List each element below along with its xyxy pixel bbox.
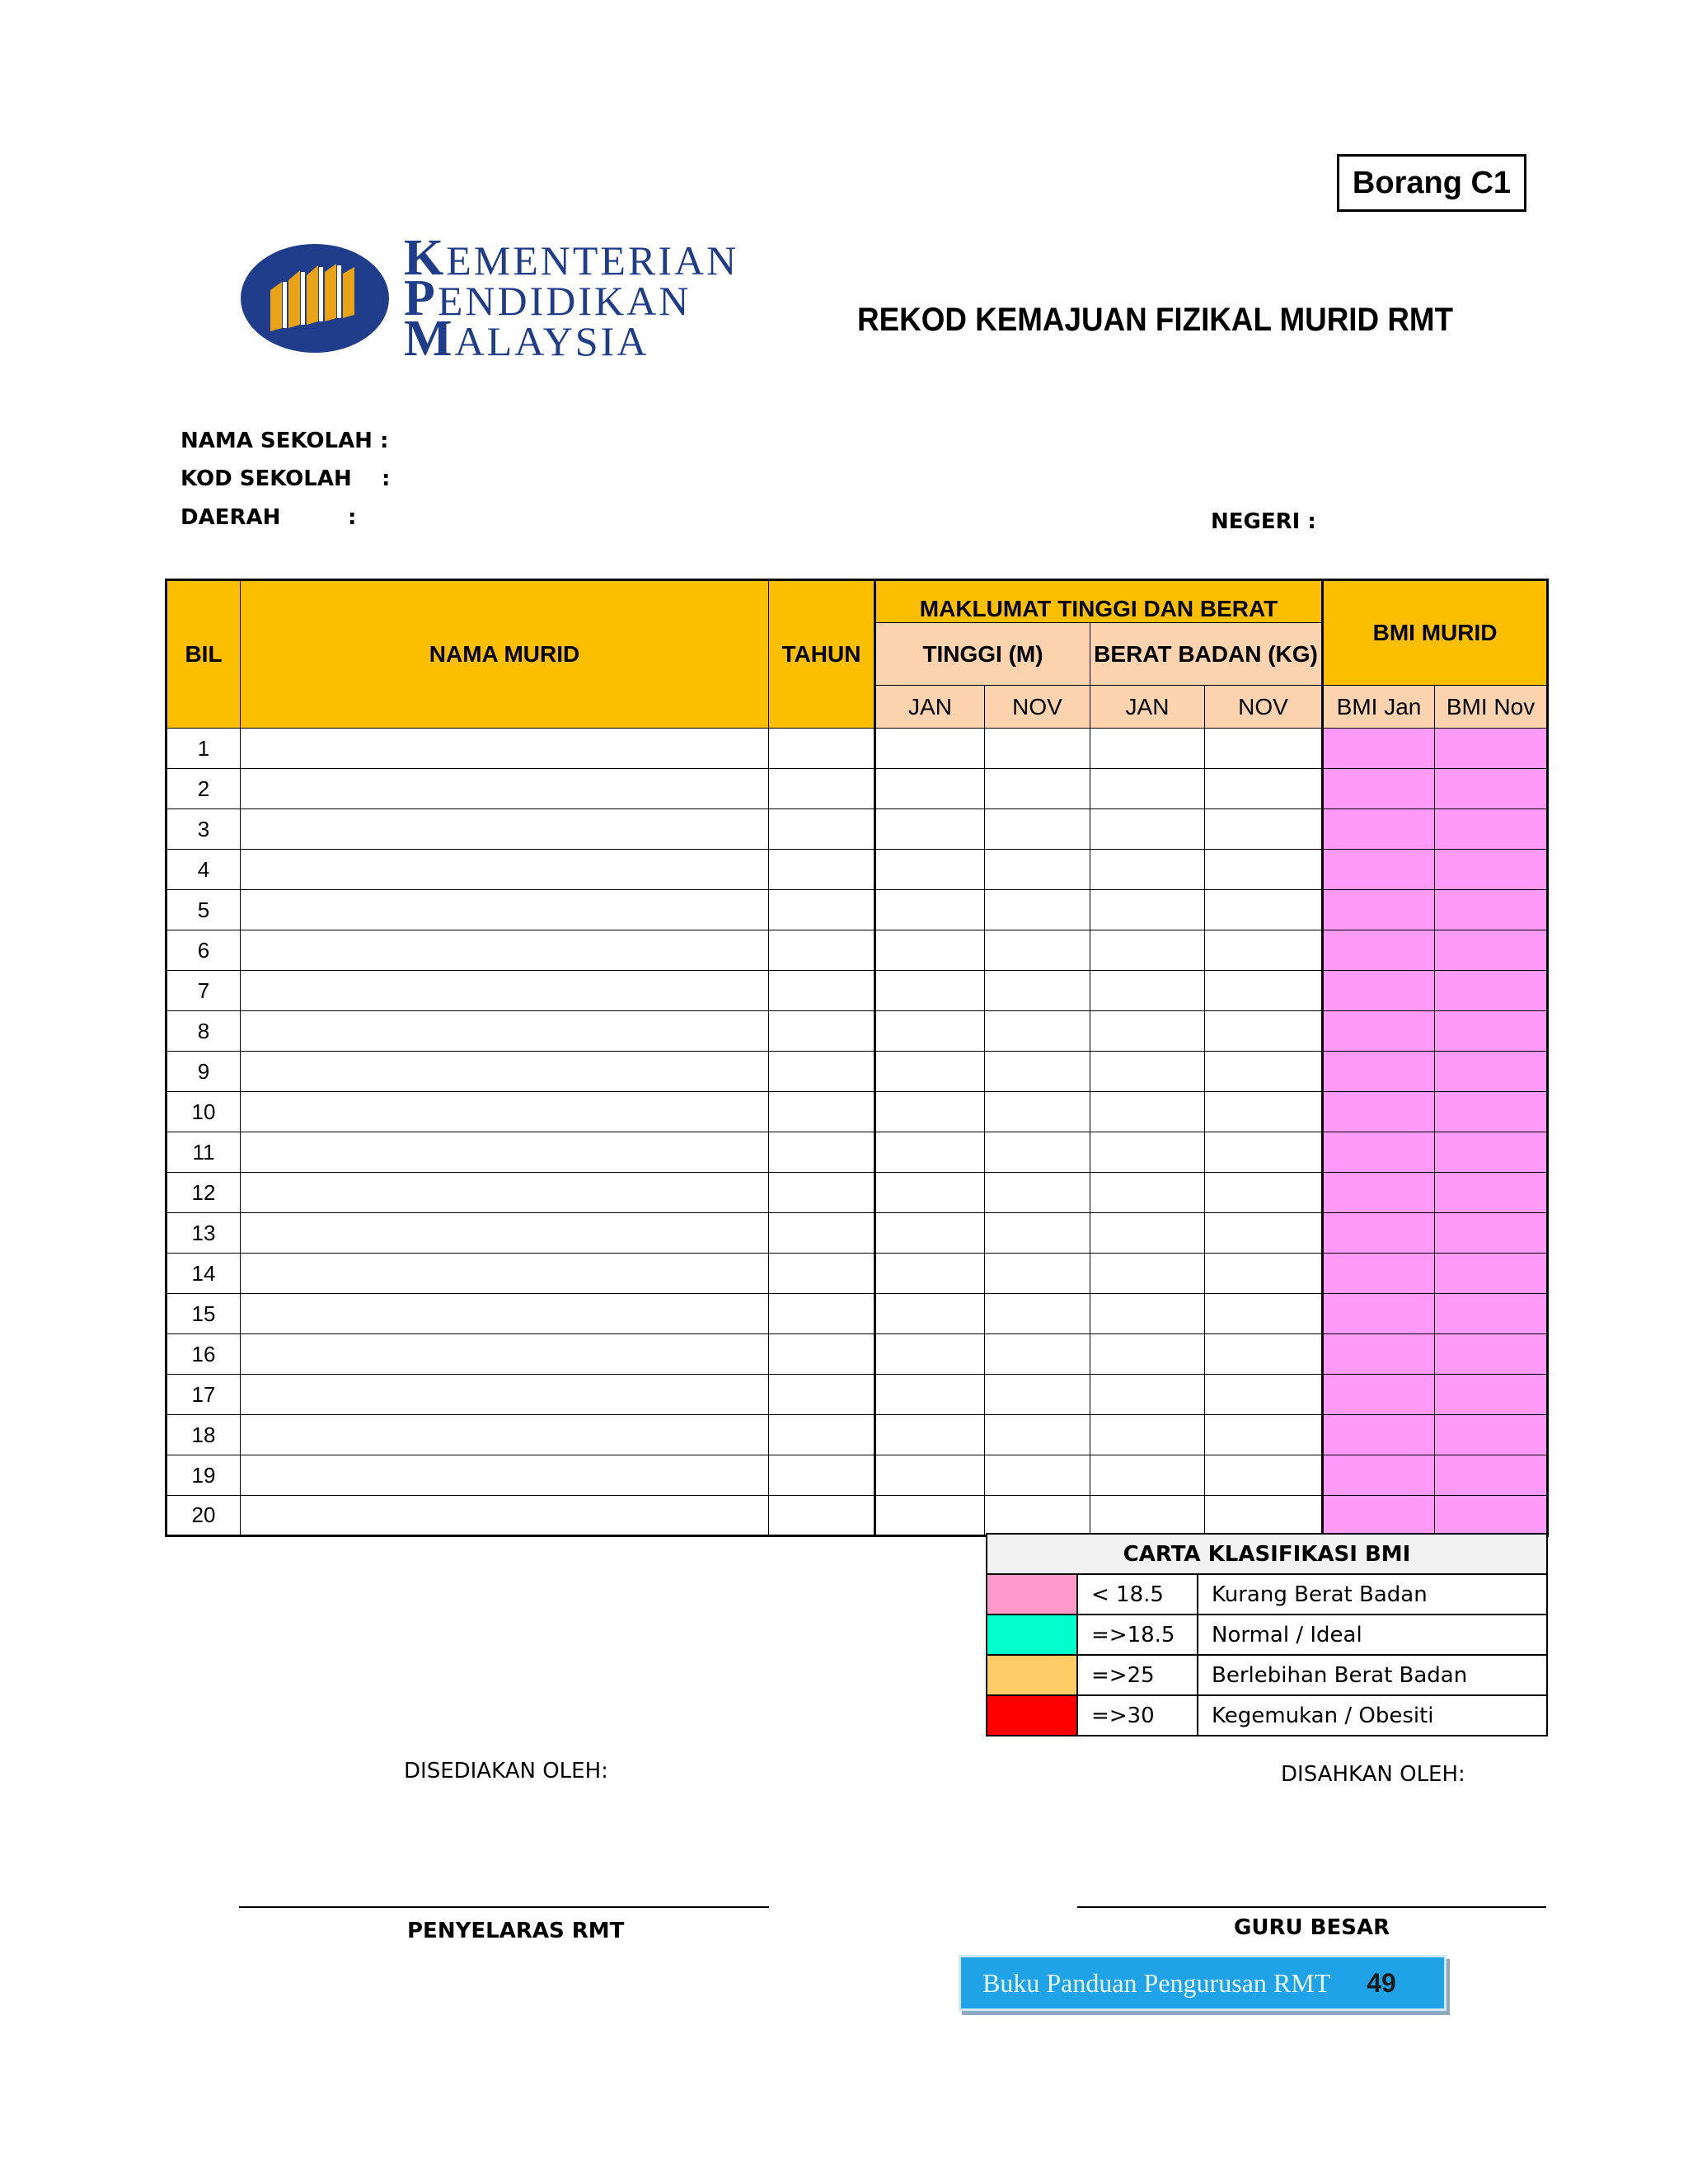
table-row: [166, 1496, 1548, 1536]
legend-row: [987, 1574, 1547, 1615]
year-cell[interactable]: [769, 1132, 875, 1173]
coordinator-label: PENYELARAS RMT: [407, 1919, 625, 1943]
logo-line2: ENDIDIKAN: [437, 278, 692, 324]
bmi-nov-cell[interactable]: [1435, 1254, 1548, 1294]
row-number: 12: [166, 1173, 241, 1213]
year-cell[interactable]: [769, 1496, 875, 1536]
year-cell[interactable]: [769, 1254, 875, 1294]
height-jan-cell[interactable]: [875, 1375, 985, 1415]
legend-label: Berlebihan Berat Badan: [1198, 1655, 1547, 1695]
logo-line3-cap: M: [404, 311, 455, 367]
weight-nov-cell[interactable]: [1205, 1334, 1323, 1375]
bmi-jan-cell[interactable]: [1323, 1294, 1435, 1334]
weight-jan-cell[interactable]: [1090, 1213, 1205, 1254]
weight-nov-cell[interactable]: [1205, 1455, 1323, 1496]
weight-jan-cell[interactable]: [1090, 1092, 1205, 1132]
height-nov-cell[interactable]: [985, 809, 1090, 850]
page-number: 49: [1367, 1967, 1396, 1998]
year-cell[interactable]: [769, 1092, 875, 1132]
weight-nov-cell[interactable]: [1205, 1092, 1323, 1132]
weight-jan-cell[interactable]: [1090, 729, 1205, 769]
row-number: 4: [166, 850, 241, 890]
legend-color-swatch: [987, 1574, 1077, 1615]
bmi-jan-cell[interactable]: [1323, 809, 1435, 850]
bmi-nov-cell[interactable]: [1435, 971, 1548, 1011]
table-row: [166, 850, 1548, 890]
bmi-nov-cell[interactable]: [1435, 1294, 1548, 1334]
student-name-cell[interactable]: [241, 809, 769, 850]
header-bmi-murid: BMI MURID: [1323, 580, 1548, 686]
height-nov-cell[interactable]: [985, 1132, 1090, 1173]
bmi-jan-cell[interactable]: [1323, 769, 1435, 809]
table-row: [166, 1334, 1548, 1375]
row-number: 9: [166, 1052, 241, 1092]
weight-nov-cell[interactable]: [1205, 1415, 1323, 1455]
header-berat-nov: NOV: [1205, 686, 1323, 729]
bmi-jan-cell[interactable]: [1323, 1052, 1435, 1092]
height-nov-cell[interactable]: [985, 850, 1090, 890]
height-nov-cell[interactable]: [985, 1052, 1090, 1092]
year-cell[interactable]: [769, 769, 875, 809]
header-berat: BERAT BADAN (KG): [1090, 623, 1323, 686]
table-row: [166, 1294, 1548, 1334]
height-jan-cell[interactable]: [875, 971, 985, 1011]
student-name-cell[interactable]: [241, 1213, 769, 1254]
table-row: [166, 1254, 1548, 1294]
height-jan-cell[interactable]: [875, 1132, 985, 1173]
weight-jan-cell[interactable]: [1090, 1173, 1205, 1213]
form-code-box: [1337, 154, 1526, 212]
weight-nov-cell[interactable]: [1205, 1213, 1323, 1254]
weight-nov-cell[interactable]: [1205, 1011, 1323, 1052]
height-nov-cell[interactable]: [985, 1415, 1090, 1455]
bmi-classification-chart: [986, 1533, 1548, 1736]
weight-jan-cell[interactable]: [1090, 1496, 1205, 1536]
height-nov-cell[interactable]: [985, 971, 1090, 1011]
row-number: 7: [166, 971, 241, 1011]
header-berat-jan: JAN: [1090, 686, 1205, 729]
height-nov-cell[interactable]: [985, 729, 1090, 769]
weight-nov-cell[interactable]: [1205, 1132, 1323, 1173]
height-jan-cell[interactable]: [875, 1334, 985, 1375]
legend-range: =>18.5: [1077, 1615, 1198, 1655]
student-name-cell[interactable]: [241, 971, 769, 1011]
student-name-cell[interactable]: [241, 850, 769, 890]
student-name-cell[interactable]: [241, 769, 769, 809]
bmi-jan-cell[interactable]: [1323, 890, 1435, 930]
bmi-jan-cell[interactable]: [1323, 1375, 1435, 1415]
height-nov-cell[interactable]: [985, 1213, 1090, 1254]
row-number: 20: [166, 1496, 241, 1536]
legend-color-swatch: [987, 1695, 1077, 1736]
table-row: [166, 1052, 1548, 1092]
weight-jan-cell[interactable]: [1090, 1375, 1205, 1415]
table-row: [166, 1415, 1548, 1455]
height-nov-cell[interactable]: [985, 1092, 1090, 1132]
row-number: 15: [166, 1294, 241, 1334]
height-jan-cell[interactable]: [875, 1092, 985, 1132]
header-nama-murid: NAMA MURID: [241, 580, 769, 729]
row-number: 14: [166, 1254, 241, 1294]
year-cell[interactable]: [769, 809, 875, 850]
table-row: [166, 1132, 1548, 1173]
bmi-nov-cell[interactable]: [1435, 850, 1548, 890]
row-number: 16: [166, 1334, 241, 1375]
legend-row: [987, 1695, 1547, 1736]
student-rows: [166, 729, 1548, 1536]
height-nov-cell[interactable]: [985, 930, 1090, 971]
height-nov-cell[interactable]: [985, 890, 1090, 930]
row-number: 19: [166, 1455, 241, 1496]
height-jan-cell[interactable]: [875, 1213, 985, 1254]
prepared-by-label: DISEDIAKAN OLEH:: [404, 1759, 608, 1783]
weight-jan-cell[interactable]: [1090, 1455, 1205, 1496]
student-name-cell[interactable]: [241, 1092, 769, 1132]
year-cell[interactable]: [769, 1052, 875, 1092]
legend-range: =>30: [1077, 1695, 1198, 1736]
legend-row: [987, 1615, 1547, 1655]
weight-jan-cell[interactable]: [1090, 1294, 1205, 1334]
year-cell[interactable]: [769, 1173, 875, 1213]
bmi-jan-cell[interactable]: [1323, 1496, 1435, 1536]
row-number: 1: [166, 729, 241, 769]
weight-nov-cell[interactable]: [1205, 850, 1323, 890]
bmi-nov-cell[interactable]: [1435, 1011, 1548, 1052]
height-nov-cell[interactable]: [985, 1496, 1090, 1536]
legend-title: CARTA KLASIFIKASI BMI: [987, 1534, 1547, 1574]
year-cell[interactable]: [769, 930, 875, 971]
height-nov-cell[interactable]: [985, 1294, 1090, 1334]
height-nov-cell[interactable]: [985, 1011, 1090, 1052]
coordinator-signature-line: [239, 1906, 769, 1908]
year-cell[interactable]: [769, 890, 875, 930]
bmi-jan-cell[interactable]: [1323, 1092, 1435, 1132]
height-nov-cell[interactable]: [985, 1334, 1090, 1375]
table-row: [166, 1455, 1548, 1496]
student-name-cell[interactable]: [241, 1132, 769, 1173]
header-tinggi-jan: JAN: [875, 686, 985, 729]
table-row: [166, 1173, 1548, 1213]
weight-jan-cell[interactable]: [1090, 890, 1205, 930]
bmi-nov-cell[interactable]: [1435, 1132, 1548, 1173]
height-jan-cell[interactable]: [875, 1455, 985, 1496]
weight-nov-cell[interactable]: [1205, 1173, 1323, 1213]
bmi-jan-cell[interactable]: [1323, 930, 1435, 971]
table-row: [166, 1011, 1548, 1052]
bmi-jan-cell[interactable]: [1323, 729, 1435, 769]
legend-color-swatch: [987, 1615, 1077, 1655]
student-name-cell[interactable]: [241, 890, 769, 930]
student-record-table: [165, 579, 1549, 1537]
weight-jan-cell[interactable]: [1090, 850, 1205, 890]
bmi-jan-cell[interactable]: [1323, 1173, 1435, 1213]
header-bil: BIL: [166, 580, 241, 729]
bmi-nov-cell[interactable]: [1435, 1375, 1548, 1415]
weight-nov-cell[interactable]: [1205, 809, 1323, 850]
weight-nov-cell[interactable]: [1205, 930, 1323, 971]
row-number: 11: [166, 1132, 241, 1173]
weight-nov-cell[interactable]: [1205, 971, 1323, 1011]
weight-jan-cell[interactable]: [1090, 1254, 1205, 1294]
legend-color-swatch: [987, 1655, 1077, 1695]
height-jan-cell[interactable]: [875, 1011, 985, 1052]
legend-label: Normal / Ideal: [1198, 1615, 1547, 1655]
bmi-jan-cell[interactable]: [1323, 1132, 1435, 1173]
weight-nov-cell[interactable]: [1205, 769, 1323, 809]
weight-jan-cell[interactable]: [1090, 1132, 1205, 1173]
page-title: REKOD KEMAJUAN FIZIKAL MURID RMT: [857, 302, 1454, 338]
legend-range: < 18.5: [1077, 1574, 1198, 1615]
legend-range: =>25: [1077, 1655, 1198, 1695]
bmi-nov-cell[interactable]: [1435, 1334, 1548, 1375]
logo-line3: ALAYSIA: [454, 318, 649, 364]
year-cell[interactable]: [769, 850, 875, 890]
row-number: 18: [166, 1415, 241, 1455]
headmaster-label: GURU BESAR: [1234, 1915, 1390, 1940]
height-jan-cell[interactable]: [875, 930, 985, 971]
row-number: 2: [166, 769, 241, 809]
height-jan-cell[interactable]: [875, 1052, 985, 1092]
logo-line1: EMENTERIAN: [446, 237, 739, 284]
height-jan-cell[interactable]: [875, 1254, 985, 1294]
weight-jan-cell[interactable]: [1090, 1334, 1205, 1375]
weight-nov-cell[interactable]: [1205, 1375, 1323, 1415]
height-jan-cell[interactable]: [875, 850, 985, 890]
row-number: 6: [166, 930, 241, 971]
student-name-cell[interactable]: [241, 1334, 769, 1375]
table-row: [166, 1092, 1548, 1132]
bmi-jan-cell[interactable]: [1323, 1455, 1435, 1496]
weight-nov-cell[interactable]: [1205, 1052, 1323, 1092]
logo-line1-cap: K: [404, 230, 447, 286]
bmi-nov-cell[interactable]: [1435, 890, 1548, 930]
student-name-cell[interactable]: [241, 1294, 769, 1334]
student-name-cell[interactable]: [241, 1415, 769, 1455]
state-label: NEGERI :: [1211, 509, 1316, 534]
year-cell[interactable]: [769, 1375, 875, 1415]
weight-jan-cell[interactable]: [1090, 809, 1205, 850]
ministry-emblem-icon: [239, 239, 396, 354]
height-jan-cell[interactable]: [875, 769, 985, 809]
bmi-nov-cell[interactable]: [1435, 1173, 1548, 1213]
bmi-nov-cell[interactable]: [1435, 1415, 1548, 1455]
year-cell[interactable]: [769, 1011, 875, 1052]
weight-nov-cell[interactable]: [1205, 890, 1323, 930]
bmi-nov-cell[interactable]: [1435, 1213, 1548, 1254]
table-row: [166, 1375, 1548, 1415]
table-row: [166, 1213, 1548, 1254]
weight-nov-cell[interactable]: [1205, 1496, 1323, 1536]
height-jan-cell[interactable]: [875, 809, 985, 850]
ministry-name: [404, 230, 739, 367]
row-number: 5: [166, 890, 241, 930]
weight-nov-cell[interactable]: [1205, 1254, 1323, 1294]
table-row: [166, 729, 1548, 769]
height-nov-cell[interactable]: [985, 1254, 1090, 1294]
height-jan-cell[interactable]: [875, 729, 985, 769]
weight-jan-cell[interactable]: [1090, 971, 1205, 1011]
footer-banner: [959, 1955, 1447, 2011]
year-cell[interactable]: [769, 1294, 875, 1334]
legend-label: Kurang Berat Badan: [1198, 1574, 1547, 1615]
legend-rows: [987, 1574, 1547, 1736]
bmi-nov-cell[interactable]: [1435, 1092, 1548, 1132]
district-colon: :: [348, 505, 357, 530]
approved-by-label: DISAHKAN OLEH:: [1281, 1762, 1465, 1787]
table-row: [166, 809, 1548, 850]
weight-nov-cell[interactable]: [1205, 729, 1323, 769]
bmi-jan-cell[interactable]: [1323, 1415, 1435, 1455]
row-number: 13: [166, 1213, 241, 1254]
height-jan-cell[interactable]: [875, 1496, 985, 1536]
form-code: Borang C1: [1352, 165, 1512, 200]
weight-jan-cell[interactable]: [1090, 769, 1205, 809]
school-code-label: KOD SEKOLAH :: [181, 466, 391, 491]
footer-text: Buku Panduan Pengurusan RMT: [982, 1967, 1331, 1998]
bmi-nov-cell[interactable]: [1435, 729, 1548, 769]
bmi-jan-cell[interactable]: [1323, 1011, 1435, 1052]
weight-nov-cell[interactable]: [1205, 1294, 1323, 1334]
header-maklumat: MAKLUMAT TINGGI DAN BERAT: [875, 580, 1323, 623]
height-nov-cell[interactable]: [985, 769, 1090, 809]
bmi-jan-cell[interactable]: [1323, 850, 1435, 890]
weight-jan-cell[interactable]: [1090, 930, 1205, 971]
bmi-nov-cell[interactable]: [1435, 1052, 1548, 1092]
bmi-nov-cell[interactable]: [1435, 930, 1548, 971]
bmi-jan-cell[interactable]: [1323, 1334, 1435, 1375]
height-jan-cell[interactable]: [875, 1415, 985, 1455]
bmi-jan-cell[interactable]: [1323, 1254, 1435, 1294]
header-bmi-nov: BMI Nov: [1435, 686, 1548, 729]
bmi-nov-cell[interactable]: [1435, 769, 1548, 809]
bmi-jan-cell[interactable]: [1323, 1213, 1435, 1254]
bmi-nov-cell[interactable]: [1435, 1496, 1548, 1536]
height-jan-cell[interactable]: [875, 890, 985, 930]
student-name-cell[interactable]: [241, 1052, 769, 1092]
row-number: 10: [166, 1092, 241, 1132]
year-cell[interactable]: [769, 1334, 875, 1375]
bmi-nov-cell[interactable]: [1435, 1455, 1548, 1496]
row-number: 3: [166, 809, 241, 850]
row-number: 8: [166, 1011, 241, 1052]
height-jan-cell[interactable]: [875, 1294, 985, 1334]
student-name-cell[interactable]: [241, 1173, 769, 1213]
bmi-jan-cell[interactable]: [1323, 971, 1435, 1011]
height-nov-cell[interactable]: [985, 1455, 1090, 1496]
headmaster-signature-line: [1077, 1906, 1546, 1908]
student-name-cell[interactable]: [241, 1375, 769, 1415]
district-label: DAERAH: [181, 505, 281, 530]
student-name-cell[interactable]: [241, 930, 769, 971]
year-cell[interactable]: [769, 971, 875, 1011]
year-cell[interactable]: [769, 1455, 875, 1496]
school-name-label: NAMA SEKOLAH :: [181, 429, 389, 453]
student-name-cell[interactable]: [241, 1011, 769, 1052]
table-row: [166, 769, 1548, 809]
legend-label: Kegemukan / Obesiti: [1198, 1695, 1547, 1736]
year-cell[interactable]: [769, 1213, 875, 1254]
logo-line2-cap: P: [404, 270, 438, 326]
legend-row: [987, 1655, 1547, 1695]
row-number: 17: [166, 1375, 241, 1415]
student-name-cell[interactable]: [241, 1455, 769, 1496]
table-row: [166, 930, 1548, 971]
weight-jan-cell[interactable]: [1090, 1011, 1205, 1052]
header-bmi-jan: BMI Jan: [1323, 686, 1435, 729]
table-row: [166, 890, 1548, 930]
weight-jan-cell[interactable]: [1090, 1052, 1205, 1092]
student-name-cell[interactable]: [241, 729, 769, 769]
height-nov-cell[interactable]: [985, 1173, 1090, 1213]
height-jan-cell[interactable]: [875, 1173, 985, 1213]
height-nov-cell[interactable]: [985, 1375, 1090, 1415]
ministry-logo: [239, 230, 767, 371]
bmi-nov-cell[interactable]: [1435, 809, 1548, 850]
student-name-cell[interactable]: [241, 1496, 769, 1536]
header-tahun: TAHUN: [769, 580, 875, 729]
table-row: [166, 971, 1548, 1011]
year-cell[interactable]: [769, 729, 875, 769]
year-cell[interactable]: [769, 1415, 875, 1455]
header-tinggi: TINGGI (M): [875, 623, 1090, 686]
weight-jan-cell[interactable]: [1090, 1415, 1205, 1455]
student-name-cell[interactable]: [241, 1254, 769, 1294]
header-tinggi-nov: NOV: [985, 686, 1090, 729]
